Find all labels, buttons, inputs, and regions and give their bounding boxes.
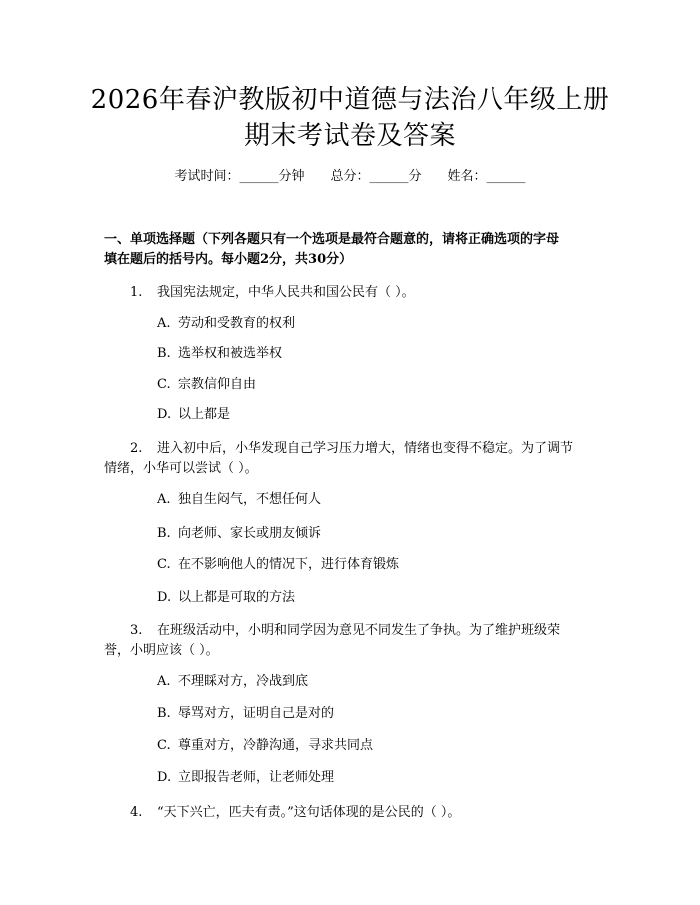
option-text: 立即报告老师，让老师处理 [178, 770, 335, 785]
question-number: 4. [130, 805, 143, 820]
option-letter: C. [157, 377, 171, 392]
question-text: 进入初中后，小华发现自己学习压力增大，情绪也变得不稳定。为了调节 [157, 441, 574, 456]
option-text: 劳动和受教育的权利 [178, 316, 296, 331]
option-letter: D. [157, 770, 172, 785]
section-heading-line-2: 填在题后的括号内。每小题2分，共30分） [104, 252, 353, 267]
score-blank: ______ [369, 169, 409, 184]
option-letter: C. [157, 557, 171, 572]
option-letter: A. [157, 674, 171, 689]
option-letter: B. [157, 526, 171, 541]
option-text: 不理睬对方，冷战到底 [178, 674, 309, 689]
option-text: 独自生闷气，不想任何人 [178, 492, 322, 507]
option-letter: A. [157, 492, 171, 507]
option-text: 尊重对方，冷静沟通，寻求共同点 [178, 738, 374, 753]
exam-title-line-1: 2026年春沪教版初中道德与法治八年级上册 [90, 85, 610, 115]
option-text: 辱骂对方，证明自己是对的 [178, 706, 335, 721]
option-letter: A. [157, 316, 171, 331]
question-text: 我国宪法规定，中华人民共和国公民有（ ）。 [157, 285, 415, 300]
question-number: 2. [130, 441, 143, 456]
option-text: 向老师、家长或朋友倾诉 [178, 526, 322, 541]
option-letter: B. [157, 346, 171, 361]
question-number: 3. [130, 623, 143, 638]
option-text: 宗教信仰自由 [178, 377, 257, 392]
name-label: 姓名： [447, 169, 487, 184]
option-text: 选举权和被选举权 [178, 346, 283, 361]
question-text: 在班级活动中，小明和同学因为意见不同发生了争执。为了维护班级荣 [157, 623, 561, 638]
exam-title-line-2: 期末考试卷及答案 [243, 121, 456, 151]
exam-time-blank: ______ [239, 169, 279, 184]
option-text: 以上都是可取的方法 [178, 590, 296, 605]
name-blank: ______ [486, 169, 526, 184]
question-text: “天下兴亡，匹夫有责。”这句话体现的是公民的（ ）。 [157, 805, 461, 820]
exam-time-unit: 分钟 [278, 169, 305, 184]
section-heading-line-1: 一、单项选择题（下列各题只有一个选项是最符合题意的，请将正确选项的字母 [104, 232, 560, 247]
question-text-continued: 誉，小明应该（ ）。 [104, 643, 219, 658]
option-letter: B. [157, 706, 171, 721]
option-text: 以上都是 [178, 407, 231, 422]
option-letter: D. [157, 407, 172, 422]
score-unit: 分 [408, 169, 422, 184]
option-letter: D. [157, 590, 172, 605]
exam-time-label: 考试时间： [174, 169, 240, 184]
exam-meta-line [0, 168, 700, 186]
score-label: 总分： [330, 169, 370, 184]
option-text: 在不影响他人的情况下，进行体育锻炼 [178, 557, 400, 572]
question-number: 1. [130, 285, 143, 300]
question-text-continued: 情绪，小华可以尝试（ ）。 [104, 461, 258, 476]
option-letter: C. [157, 738, 171, 753]
